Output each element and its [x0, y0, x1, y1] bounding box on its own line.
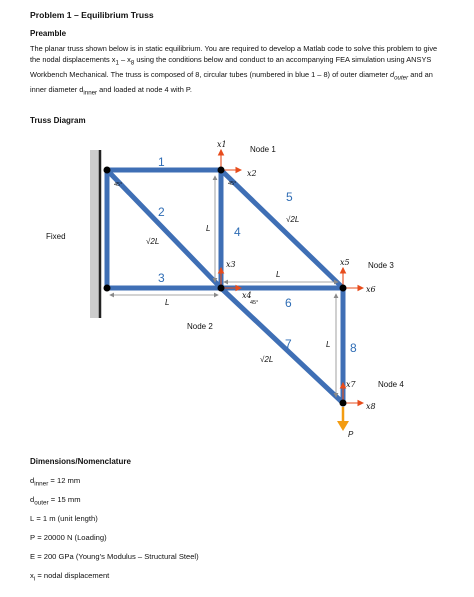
dof-labels: [217, 140, 376, 411]
dimension-modulus: [30, 552, 199, 564]
dof-label-x3: x3: [226, 260, 236, 269]
node-1-label: Node 1: [250, 145, 276, 154]
dof-label-x4: x4: [242, 291, 252, 300]
node-1-dot: [218, 167, 225, 174]
dim-symbol: E: [30, 552, 36, 561]
preamble-text: The planar truss shown below is in static equilibrium. You are required to develop a Matlab code to solve this problem to give the nodal displacements x: [30, 44, 438, 65]
node-2-label: Node 2: [187, 322, 213, 331]
dim-sub: outer: [34, 499, 49, 507]
dimension-length: [30, 514, 98, 526]
preamble-sub: outer: [394, 74, 409, 82]
dim-sub: i: [33, 575, 36, 583]
member-number-7: 7: [285, 337, 292, 351]
member-number-6: 6: [285, 296, 292, 310]
dim-sub: inner: [34, 480, 49, 488]
dof-label-x1: x1: [217, 140, 227, 149]
dof-label-x6: x6: [366, 285, 376, 294]
node-4-label: Node 4: [378, 380, 404, 389]
dimensions-heading: Dimensions/Nomenclature: [30, 457, 131, 466]
truss-members: [107, 170, 343, 403]
dimension-d-outer: [30, 495, 81, 507]
node-bottom-left: [104, 285, 111, 292]
dof-label-x8: x8: [366, 402, 376, 411]
length-label-member-3: L: [165, 298, 170, 307]
dim-symbol: d: [30, 476, 35, 485]
angle-label-top: 45°: [228, 181, 237, 187]
node-3-label: Node 3: [368, 261, 394, 270]
preamble-sub: 1: [115, 59, 119, 67]
member-number-3: 3: [158, 271, 165, 285]
preamble-sub: inner: [83, 89, 98, 97]
preamble-text: using the conditions below and conduct to an accompanying FEA simulation using ANSYS Workbench Mechanical. The truss is composed of 8, circular tubes (numbered in blue 1 – 8) of outer diameter: [30, 55, 432, 79]
member-number-2: 2: [158, 205, 165, 219]
truss-diagram-heading: Truss Diagram: [30, 116, 86, 125]
problem-title: Problem 1 – Equilibrium Truss: [30, 10, 154, 20]
dof-label-x7: x7: [346, 380, 356, 389]
length-label-member-2: √2L: [146, 237, 160, 246]
dimension-displacement: [30, 571, 109, 583]
dim-value: = 200 GPa (Young’s Modulus – Structural Steel): [35, 552, 199, 561]
dim-value: = 20000 N (Loading): [35, 533, 107, 542]
member-number-4: 4: [234, 225, 241, 239]
dim-symbol: d: [30, 495, 35, 504]
dim-symbol: x: [30, 571, 34, 580]
angle-label-mid: 45°: [250, 300, 259, 306]
preamble-sub: 8: [130, 59, 135, 67]
node-4-dot: [340, 400, 347, 407]
node-2-dot: [218, 285, 225, 292]
dim-value: = 12 mm: [48, 476, 81, 485]
load-arrow: [337, 407, 349, 431]
dimension-load: [30, 533, 107, 545]
dof-label-x5: x5: [340, 258, 350, 267]
length-label-member-6: L: [276, 270, 281, 279]
member-number-1: 1: [158, 155, 165, 169]
length-label-member-7: √2L: [260, 355, 274, 364]
dim-value: = 1 m (unit length): [34, 514, 98, 523]
member-number-5: 5: [286, 190, 293, 204]
dof-label-x2: x2: [247, 169, 257, 178]
dim-value: = nodal displacement: [35, 571, 110, 580]
preamble-text: and loaded at node 4 with P.: [97, 84, 192, 94]
preamble-text: – x: [118, 55, 131, 65]
dim-symbol: P: [30, 533, 36, 542]
length-label-member-5: √2L: [286, 215, 300, 224]
member-7: [221, 288, 343, 403]
dim-value: = 15 mm: [48, 495, 81, 504]
member-number-8: 8: [350, 341, 357, 355]
dim-symbol: L: [30, 514, 35, 523]
fixed-support-label: Fixed: [46, 232, 66, 241]
angle-label-left: 45°: [114, 182, 123, 188]
preamble-text: and an inner diameter d: [30, 69, 433, 94]
length-label-member-8: L: [326, 340, 331, 349]
node-3-dot: [340, 285, 347, 292]
fixed-wall: [90, 150, 100, 318]
node-top-left: [104, 167, 111, 174]
preamble-heading: Preamble: [30, 29, 67, 38]
length-label-member-4: L: [206, 224, 211, 233]
preamble-symbol: d: [390, 69, 395, 79]
load-label: P: [348, 430, 354, 439]
dimension-d-inner: [30, 476, 80, 488]
